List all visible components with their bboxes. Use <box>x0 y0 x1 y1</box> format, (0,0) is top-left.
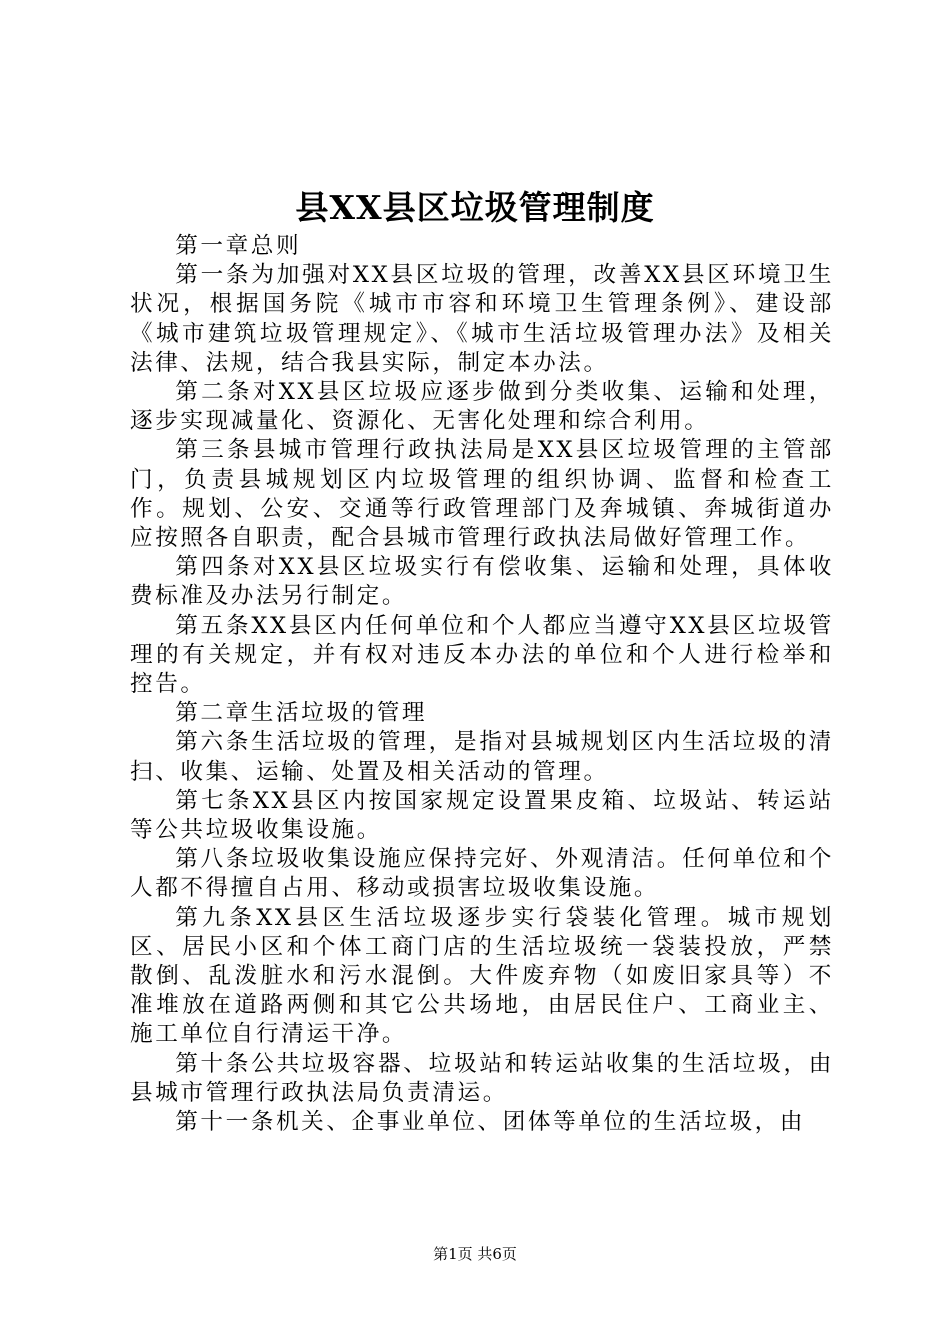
article-paragraph: 第九条XX县区生活垃圾逐步实行袋装化管理。城市规划区、居民小区和个体工商门店的生活垃圾统一袋装投放，严禁散倒、乱泼脏水和污水混倒。大件废弃物（如废旧家具等）不准堆放在道路两侧和其它公共场地，由居民住户、工商业主、施工单位自行清运干净。 <box>130 904 834 1048</box>
article-paragraph: 第五条XX县区内任何单位和个人都应当遵守XX县区垃圾管理的有关规定，并有权对违反本办法的单位和个人进行检举和控告。 <box>130 612 834 698</box>
article-paragraph: 第一条为加强对XX县区垃圾的管理，改善XX县区环境卫生状况，根据国务院《城市市容和环境卫生管理条例》、建设部《城市建筑垃圾管理规定》、《城市生活垃圾管理办法》及相关法律、法规，结合我县实际，制定本办法。 <box>130 262 834 376</box>
article-paragraph: 第七条XX县区内按国家规定设置果皮箱、垃圾站、转运站等公共垃圾收集设施。 <box>130 787 834 844</box>
chapter-heading: 第一章总则 <box>175 233 302 259</box>
article-paragraph: 第六条生活垃圾的管理，是指对县城规划区内生活垃圾的清扫、收集、运输、处置及相关活动的管理。 <box>130 729 834 785</box>
document-title: 县XX县区垃圾管理制度 <box>295 188 655 227</box>
article-paragraph: 第十一条机关、企事业单位、团体等单位的生活垃圾，由 <box>175 1109 806 1136</box>
page-footer: 第1页 共6页 <box>433 1245 517 1263</box>
article-paragraph: 第十条公共垃圾容器、垃圾站和转运站收集的生活垃圾，由县城市管理行政执法局负责清运。 <box>130 1050 834 1106</box>
article-paragraph: 第四条对XX县区垃圾实行有偿收集、运输和处理，具体收费标准及办法另行制定。 <box>130 554 834 610</box>
article-paragraph: 第八条垃圾收集设施应保持完好、外观清洁。任何单位和个人都不得擅自占用、移动或损害垃圾收集设施。 <box>130 846 834 902</box>
article-paragraph: 第三条县城市管理行政执法局是XX县区垃圾管理的主管部门，负责县城规划区内垃圾管理的组织协调、监督和检查工作。规划、公安、交通等行政管理部门及奔城镇、奔城街道办应按照各自职责，配合县城市管理行政执法局做好管理工作。 <box>130 437 834 552</box>
document-body <box>130 232 834 1137</box>
chapter-heading: 第二章生活垃圾的管理 <box>175 700 428 727</box>
article-paragraph: 第二条对XX县区垃圾应逐步做到分类收集、运输和处理，逐步实现减量化、资源化、无害化处理和综合利用。 <box>130 379 834 435</box>
